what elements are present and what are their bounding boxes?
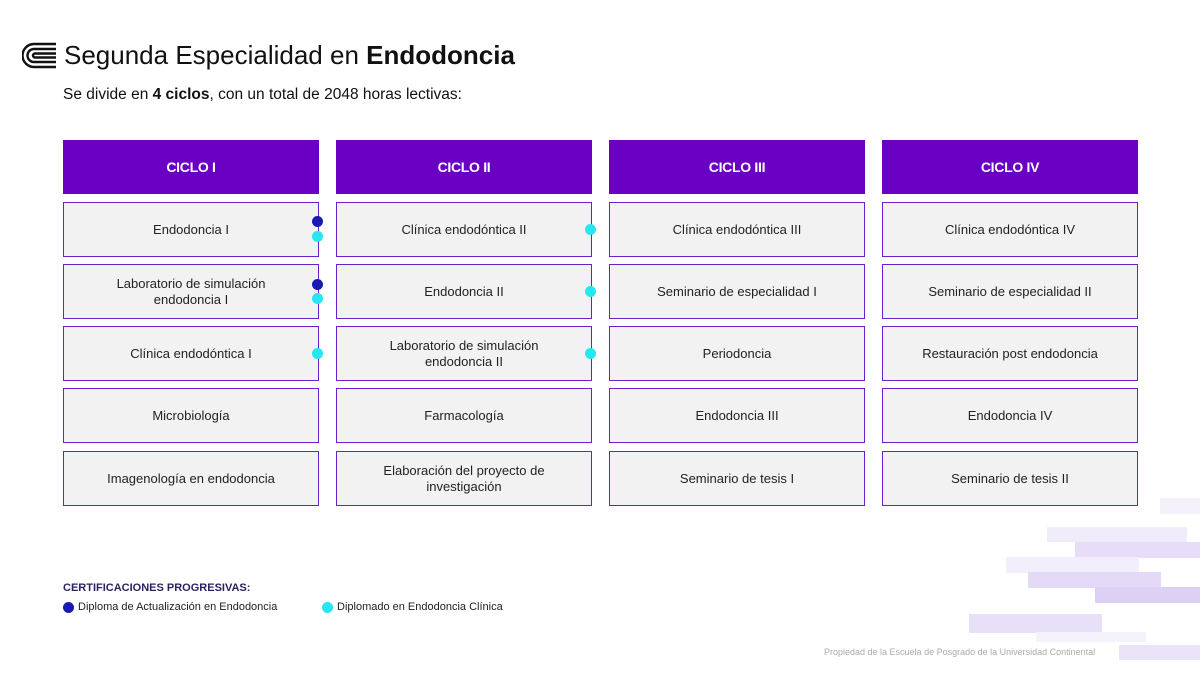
diplomado-dot (312, 293, 323, 304)
cycle-header: CICLO III (609, 140, 865, 194)
cycle-header: CICLO IV (882, 140, 1138, 194)
decorative-stripe (1075, 542, 1200, 558)
course-cell: Clínica endodóntica II (336, 202, 592, 257)
diplomado-dot (585, 348, 596, 359)
course-cell: Seminario de tesis I (609, 451, 865, 506)
decorative-stripe (969, 614, 1102, 633)
course-cell: Endodoncia I (63, 202, 319, 257)
decorative-stripe (1095, 587, 1200, 603)
course-cell: Laboratorio de simulación endodoncia I (63, 264, 319, 319)
legend-item-diplomado (322, 601, 503, 613)
decorative-stripe (1160, 498, 1200, 514)
course-cell: Microbiología (63, 388, 319, 443)
cycle-column-2 (336, 140, 592, 494)
course-cell: Laboratorio de simulación endodoncia II (336, 326, 592, 381)
course-cell: Seminario de tesis II (882, 451, 1138, 506)
legend-dot (322, 602, 333, 613)
diplomado-dot (585, 286, 596, 297)
university-logo-icon (22, 42, 58, 69)
course-cell: Endodoncia III (609, 388, 865, 443)
decorative-stripe (1047, 527, 1187, 542)
decorative-stripe (1006, 557, 1139, 573)
diplomado-dot (312, 231, 323, 242)
page-subtitle: Se divide en 4 ciclos, con un total de 2048 horas lectivas: (63, 86, 462, 103)
course-cell: Clínica endodóntica I (63, 326, 319, 381)
diploma-dot (312, 279, 323, 290)
cycle-header: CICLO I (63, 140, 319, 194)
course-cell: Clínica endodóntica III (609, 202, 865, 257)
course-cell: Farmacología (336, 388, 592, 443)
course-cell: Elaboración del proyecto de investigación (336, 451, 592, 506)
legend-dot (63, 602, 74, 613)
course-cell: Imagenología en endodoncia (63, 451, 319, 506)
course-cell: Endodoncia II (336, 264, 592, 319)
decorative-stripe (1036, 632, 1146, 642)
course-cell: Seminario de especialidad I (609, 264, 865, 319)
cycle-column-3 (609, 140, 865, 486)
diploma-dot (312, 216, 323, 227)
legend-item-diploma (63, 601, 277, 613)
page-title: Segunda Especialidad en Endodoncia (64, 40, 515, 70)
course-cell: Seminario de especialidad II (882, 264, 1138, 319)
cycle-column-4 (882, 140, 1138, 486)
legend-label: Diploma de Actualización en Endodoncia (78, 601, 278, 613)
diplomado-dot (585, 224, 596, 235)
cycle-header: CICLO II (336, 140, 592, 194)
cycle-column-1 (63, 140, 319, 486)
course-cell: Periodoncia (609, 326, 865, 381)
certifications-title: CERTIFICACIONES PROGRESIVAS: (63, 582, 251, 594)
course-cell: Clínica endodóntica IV (882, 202, 1138, 257)
decorative-stripe (1119, 645, 1200, 660)
legend-label: Diplomado en Endodoncia Clínica (337, 601, 503, 613)
course-cell: Endodoncia IV (882, 388, 1138, 443)
decorative-stripe (1028, 572, 1161, 588)
course-cell: Restauración post endodoncia (882, 326, 1138, 381)
footer-copyright: Propiedad de la Escuela de Posgrado de la Universidad Continental (824, 647, 1096, 657)
diplomado-dot (312, 348, 323, 359)
